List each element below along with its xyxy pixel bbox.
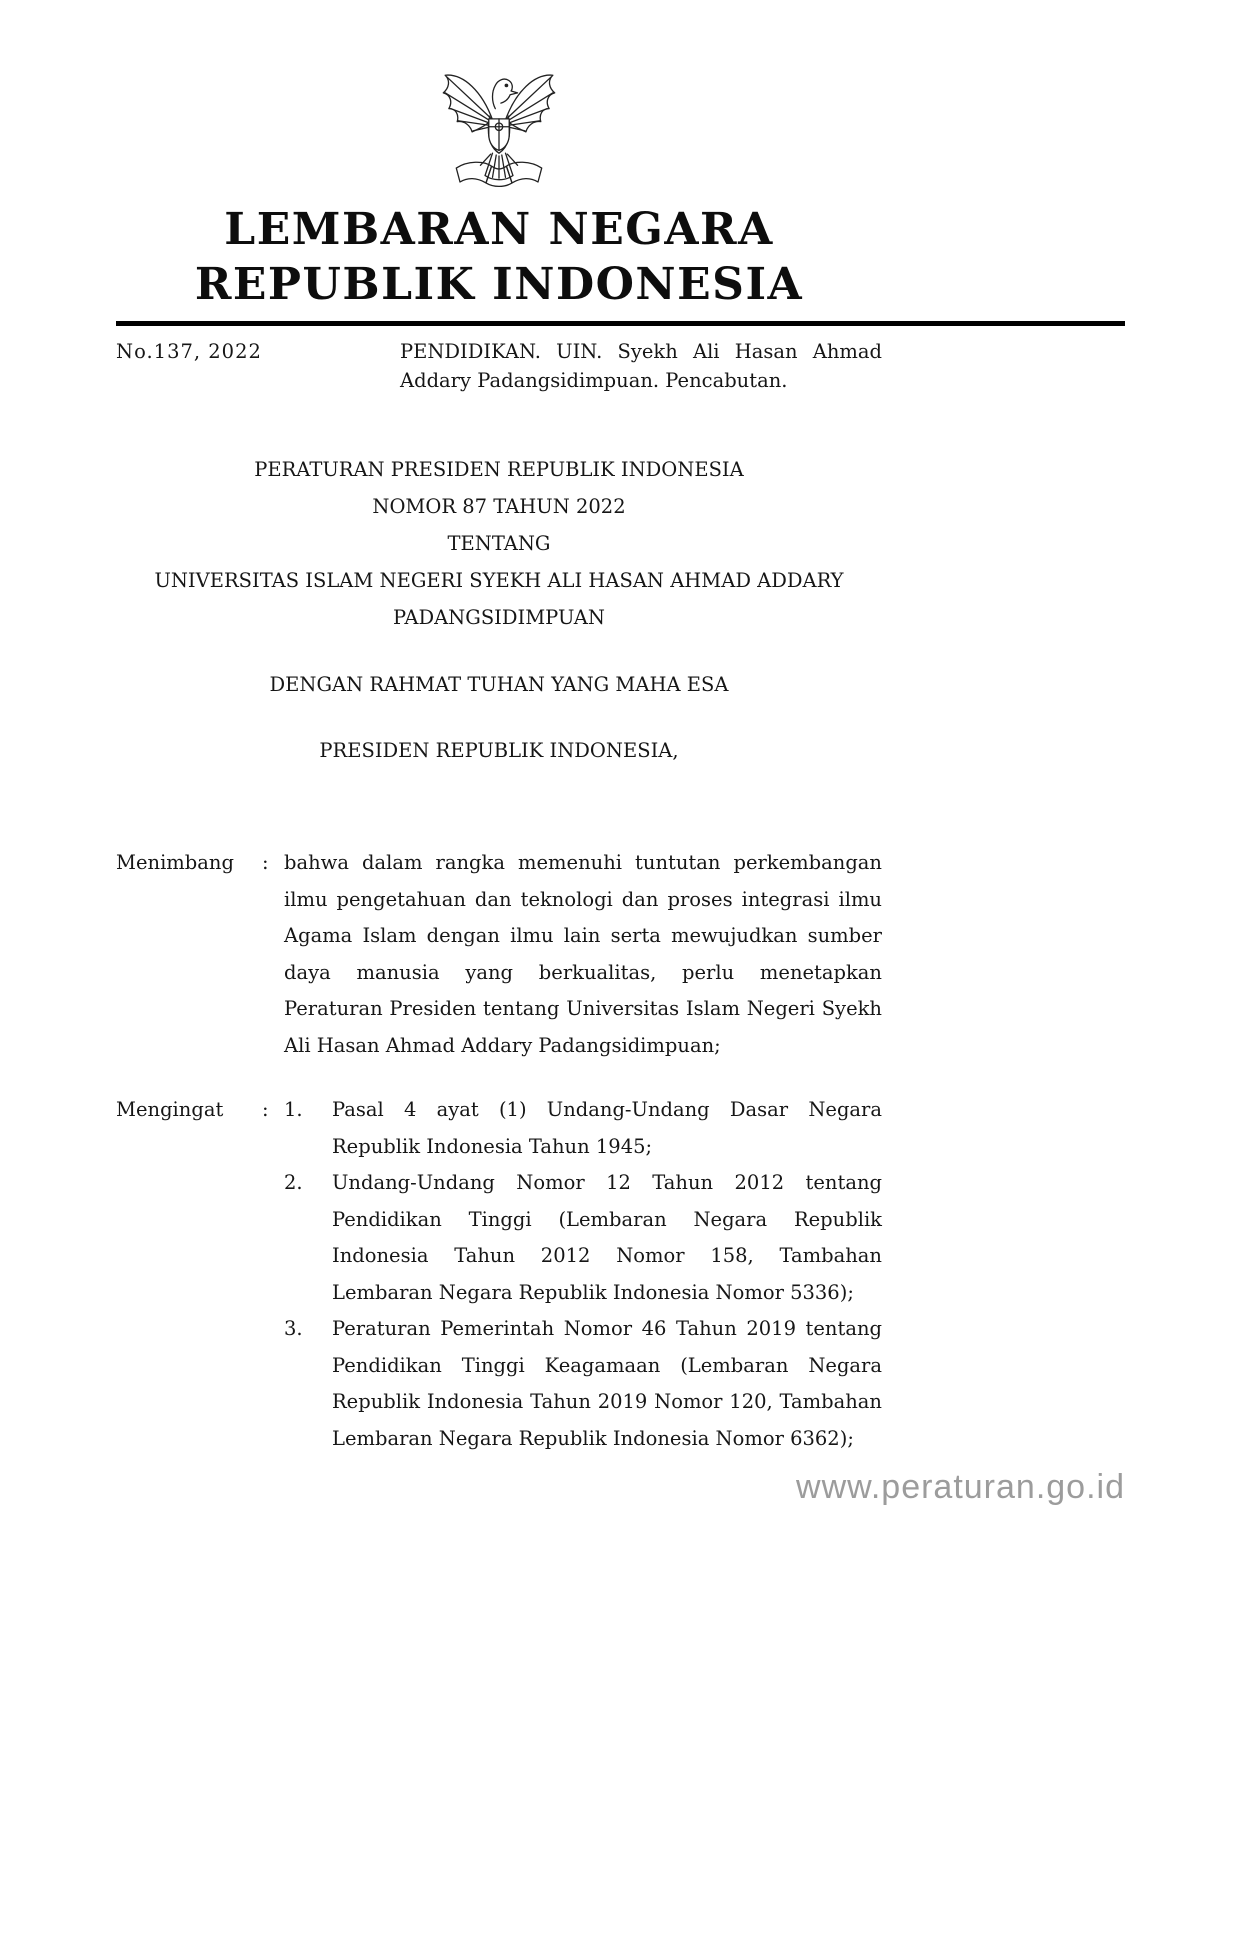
masthead-line-1: LEMBARAN NEGARA — [224, 204, 774, 255]
mengingat-item-1 — [284, 1092, 882, 1165]
mengingat-item-2-number: 2. — [284, 1171, 303, 1194]
mengingat-item-3 — [284, 1311, 882, 1457]
mengingat-section — [116, 1092, 882, 1457]
preamble-presiden: PRESIDEN REPUBLIK INDONESIA, — [319, 739, 679, 762]
menimbang-section — [116, 845, 882, 1064]
gazette-number: No.137, 2022 — [116, 340, 262, 363]
regulation-title-line-2: NOMOR 87 TAHUN 2022 — [372, 495, 626, 518]
gazette-subject: PENDIDIKAN. UIN. Syekh Ali Hasan Ahmad Addary Padangsidimpuan. Pencabutan. — [400, 340, 882, 392]
regulation-title-line-3: TENTANG — [447, 532, 551, 555]
mengingat-item-1-number: 1. — [284, 1098, 303, 1121]
mengingat-item-2-text: Undang-Undang Nomor 12 Tahun 2012 tentang Pendidikan Tinggi (Lembaran Negara Republik Indonesia Tahun 2012 Nomor 158, Tambahan Lembaran Negara Republik Indonesia Nomor 5336); — [332, 1171, 882, 1304]
regulation-title-line-1: PERATURAN PRESIDEN REPUBLIK INDONESIA — [254, 458, 744, 481]
mengingat-list — [284, 1092, 882, 1457]
gazette-masthead — [116, 202, 882, 312]
mengingat-item-1-text: Pasal 4 ayat (1) Undang-Undang Dasar Negara Republik Indonesia Tahun 1945; — [332, 1098, 882, 1158]
mengingat-item-3-text: Peraturan Pemerintah Nomor 46 Tahun 2019 tentang Pendidikan Tinggi Keagamaan (Lembaran Negara Republik Indonesia Tahun 2019 Nomor 120, Tambahan Lembaran Negara Republik Indonesia Nomor 6362); — [332, 1317, 882, 1450]
regulation-body — [116, 451, 882, 1457]
regulation-title-line-4: UNIVERSITAS ISLAM NEGERI SYEKH ALI HASAN AHMAD ADDARY — [154, 569, 844, 592]
preamble-rahmat: DENGAN RAHMAT TUHAN YANG MAHA ESA — [269, 673, 729, 696]
regulation-title-line-5: PADANGSIDIMPUAN — [393, 606, 605, 629]
menimbang-colon: : — [262, 851, 269, 874]
watermark-url: www.peraturan.go.id — [796, 1468, 1125, 1506]
mengingat-item-2 — [284, 1165, 882, 1311]
regulation-title-block — [116, 451, 882, 636]
mengingat-colon: : — [262, 1098, 269, 1121]
menimbang-text: bahwa dalam rangka memenuhi tuntutan perkembangan ilmu pengetahuan dan teknologi dan proses integrasi ilmu Agama Islam dengan ilmu lain serta mewujudkan sumber daya manusia yang berkualitas, perlu menetapkan Peraturan Presiden tentang Universitas Islam Negeri Syekh Ali Hasan Ahmad Addary Padangsidimpuan; — [284, 851, 882, 1057]
text-column — [116, 60, 882, 312]
menimbang-label: Menimbang — [116, 851, 234, 874]
gazette-header-row — [116, 337, 882, 395]
mengingat-label: Mengingat — [116, 1098, 224, 1121]
masthead-line-2: REPUBLIK INDONESIA — [194, 259, 804, 310]
mengingat-item-3-number: 3. — [284, 1317, 303, 1340]
header-divider-rule — [116, 321, 1125, 326]
garuda-pancasila-emblem-icon — [434, 60, 564, 200]
